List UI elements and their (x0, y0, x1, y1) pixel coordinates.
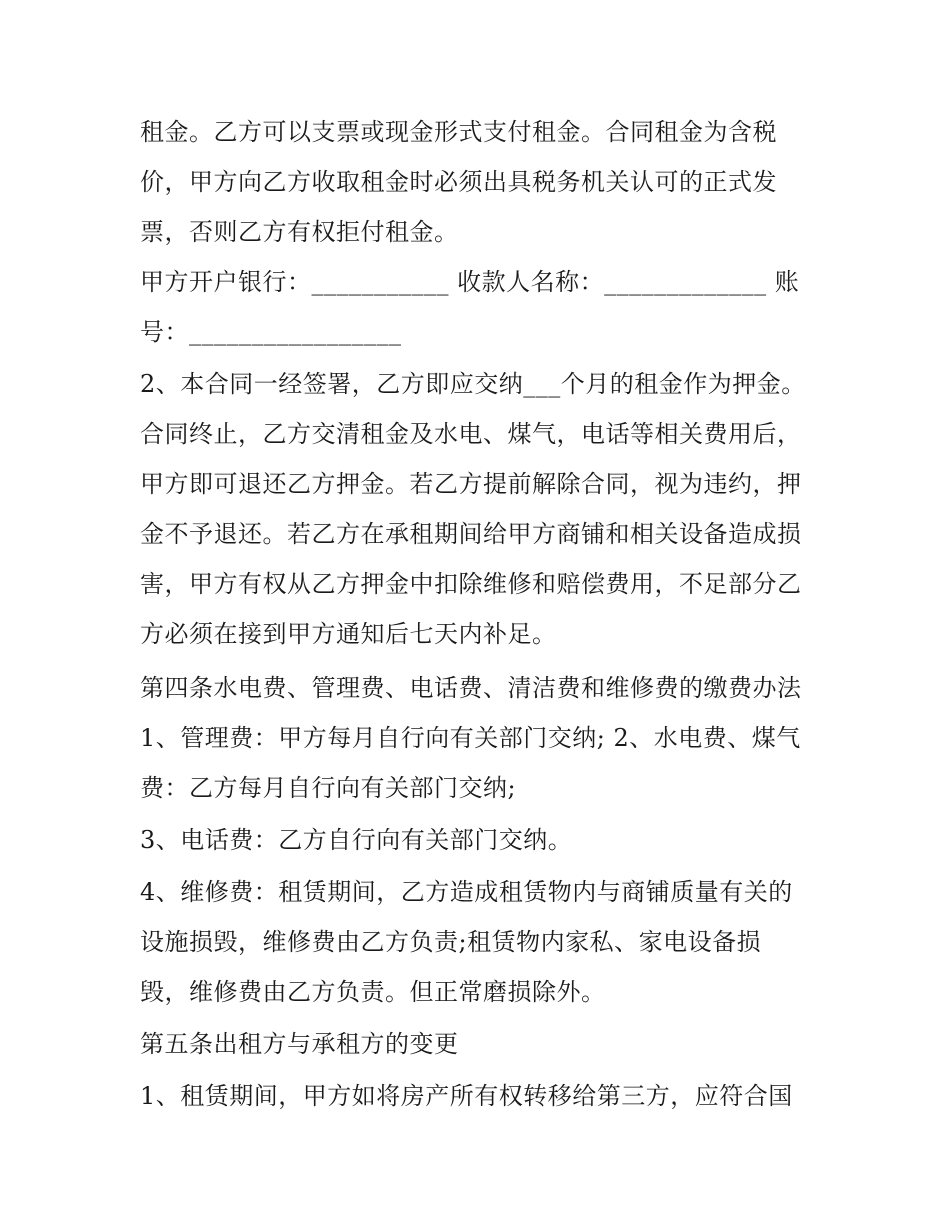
account-number-line: 号：_________________ (140, 318, 402, 346)
paragraph-line: 金不予退还。若乙方在承租期间给甲方商铺和相关设备造成损 (140, 520, 802, 548)
paragraph-line: 设施损毁，维修费由乙方负责;租赁物内家私、家电设备损 (140, 928, 762, 956)
paragraph-line: 2、本合同一经签署，乙方即应交纳___个月的租金作为押金。 (140, 370, 806, 398)
paragraph-line: 1、管理费：甲方每月自行向有关部门交纳; 2、水电费、煤气 (140, 724, 801, 752)
bank-info-line: 甲方开户银行：___________ 收款人名称：_____________ 账 (140, 268, 800, 296)
paragraph-line: 租金。乙方可以支票或现金形式支付租金。合同租金为含税 (140, 118, 777, 146)
paragraph-line: 毁，维修费由乙方负责。但正常磨损除外。 (140, 978, 606, 1006)
paragraph-line: 合同终止，乙方交清租金及水电、煤气，电话等相关费用后， (140, 420, 802, 448)
paragraph-line: 费：乙方每月自行向有关部门交纳; (140, 774, 517, 802)
paragraph-line: 1、租赁期间，甲方如将房产所有权转移给第三方，应符合国 (140, 1082, 793, 1110)
section-heading-article-5: 第五条出租方与承租方的变更 (140, 1030, 459, 1058)
paragraph-line: 价，甲方向乙方收取租金时必须出具税务机关认可的正式发 (140, 168, 777, 196)
paragraph-line: 3、电话费：乙方自行向有关部门交纳。 (140, 826, 573, 854)
section-heading-article-4: 第四条水电费、管理费、电话费、清洁费和维修费的缴费办法 (140, 674, 802, 702)
paragraph-line: 甲方即可退还乙方押金。若乙方提前解除合同，视为违约，押 (140, 470, 802, 498)
paragraph-line: 害，甲方有权从乙方押金中扣除维修和赔偿费用，不足部分乙 (140, 570, 802, 598)
paragraph-line: 方必须在接到甲方通知后七天内补足。 (140, 620, 557, 648)
paragraph-line: 4、维修费：租赁期间，乙方造成租赁物内与商铺质量有关的 (140, 878, 793, 906)
paragraph-line: 票，否则乙方有权拒付租金。 (140, 218, 459, 246)
